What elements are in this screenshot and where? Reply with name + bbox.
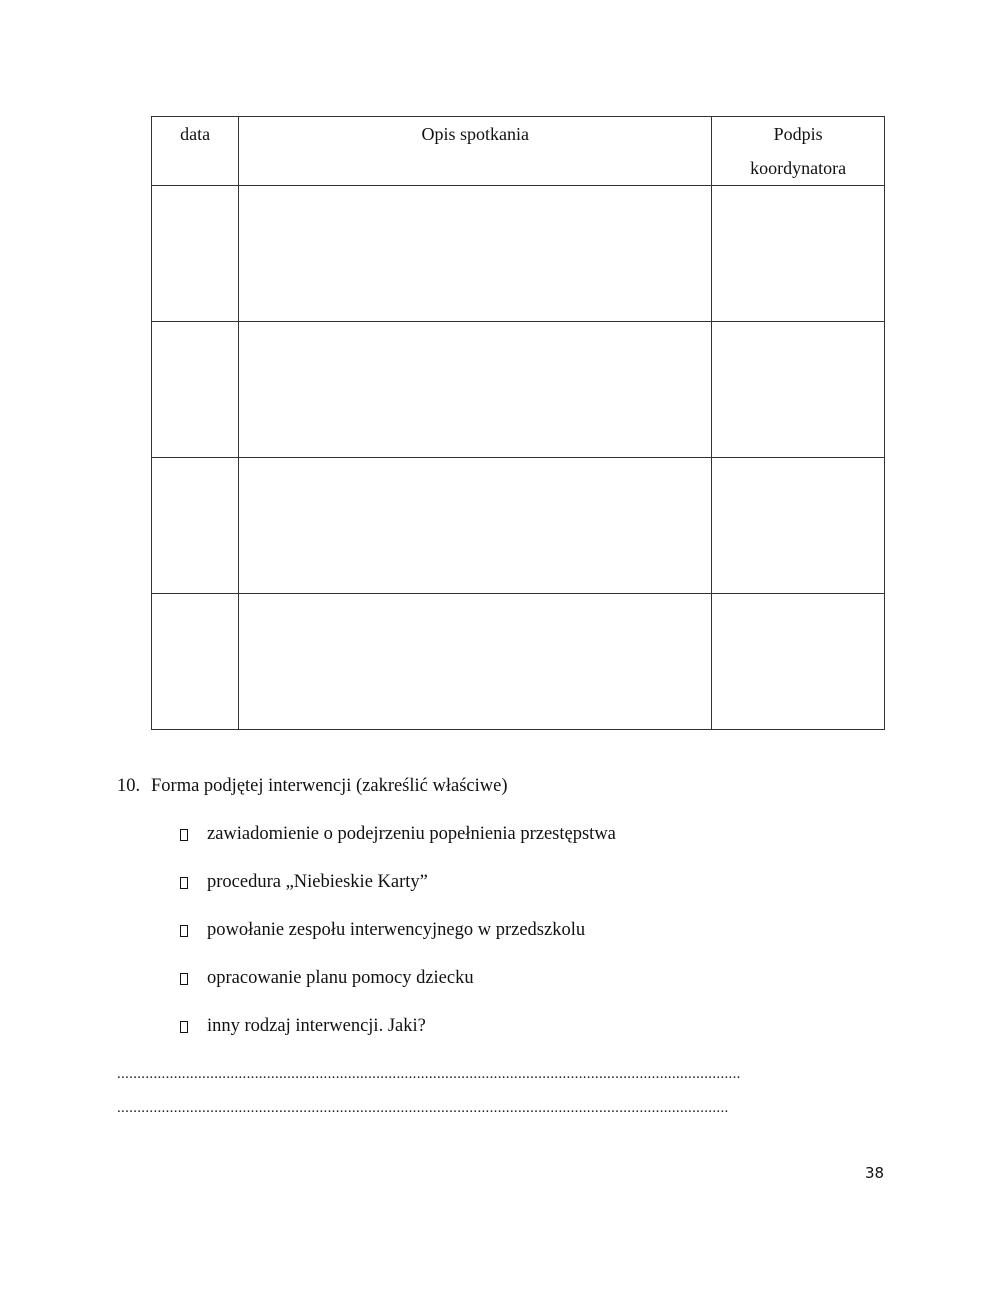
section-number: 10. — [117, 776, 141, 796]
header-signature — [712, 117, 885, 186]
checkbox-icon[interactable] — [180, 1021, 188, 1033]
option-item — [180, 872, 616, 920]
option-label: opracowanie planu pomocy dziecku — [207, 968, 474, 988]
checkbox-icon[interactable] — [180, 925, 188, 937]
option-item — [180, 1016, 616, 1064]
page-number: 38 — [865, 1164, 885, 1182]
signature-cell[interactable] — [712, 594, 885, 730]
checkbox-icon[interactable] — [180, 877, 188, 889]
option-item — [180, 824, 616, 872]
header-signature-line2: koordynatora — [750, 158, 847, 178]
table-row — [152, 458, 885, 594]
signature-cell[interactable] — [712, 458, 885, 594]
option-label: procedura „Niebieskie Karty” — [207, 872, 428, 892]
table-row — [152, 594, 885, 730]
option-label: zawiadomienie o podejrzeniu popełnienia przestępstwa — [207, 824, 616, 844]
signature-cell[interactable] — [712, 186, 885, 322]
date-cell[interactable] — [152, 594, 239, 730]
table-row — [152, 322, 885, 458]
description-cell[interactable] — [239, 322, 712, 458]
answer-line[interactable]: .......................................................................................................................................................... — [117, 1066, 741, 1082]
table-row — [152, 186, 885, 322]
header-description: Opis spotkania — [239, 117, 712, 186]
description-cell[interactable] — [239, 594, 712, 730]
header-signature-line1: Podpis — [773, 124, 823, 144]
option-label: powołanie zespołu interwencyjnego w przedszkolu — [207, 920, 586, 940]
date-cell[interactable] — [152, 186, 239, 322]
signature-cell[interactable] — [712, 322, 885, 458]
table-header-row — [152, 117, 885, 186]
option-item — [180, 968, 616, 1016]
meetings-table — [151, 116, 885, 730]
option-label: inny rodzaj interwencji. Jaki? — [207, 1016, 426, 1036]
intervention-options-list — [180, 824, 616, 1064]
description-cell[interactable] — [239, 186, 712, 322]
section-heading — [117, 776, 508, 797]
option-item — [180, 920, 616, 968]
checkbox-icon[interactable] — [180, 973, 188, 985]
header-date: data — [152, 117, 239, 186]
date-cell[interactable] — [152, 322, 239, 458]
date-cell[interactable] — [152, 458, 239, 594]
section-title: Forma podjętej interwencji (zakreślić właściwe) — [151, 776, 508, 796]
checkbox-icon[interactable] — [180, 829, 188, 841]
description-cell[interactable] — [239, 458, 712, 594]
answer-line[interactable]: ....................................................................................................................................................... — [117, 1100, 729, 1116]
